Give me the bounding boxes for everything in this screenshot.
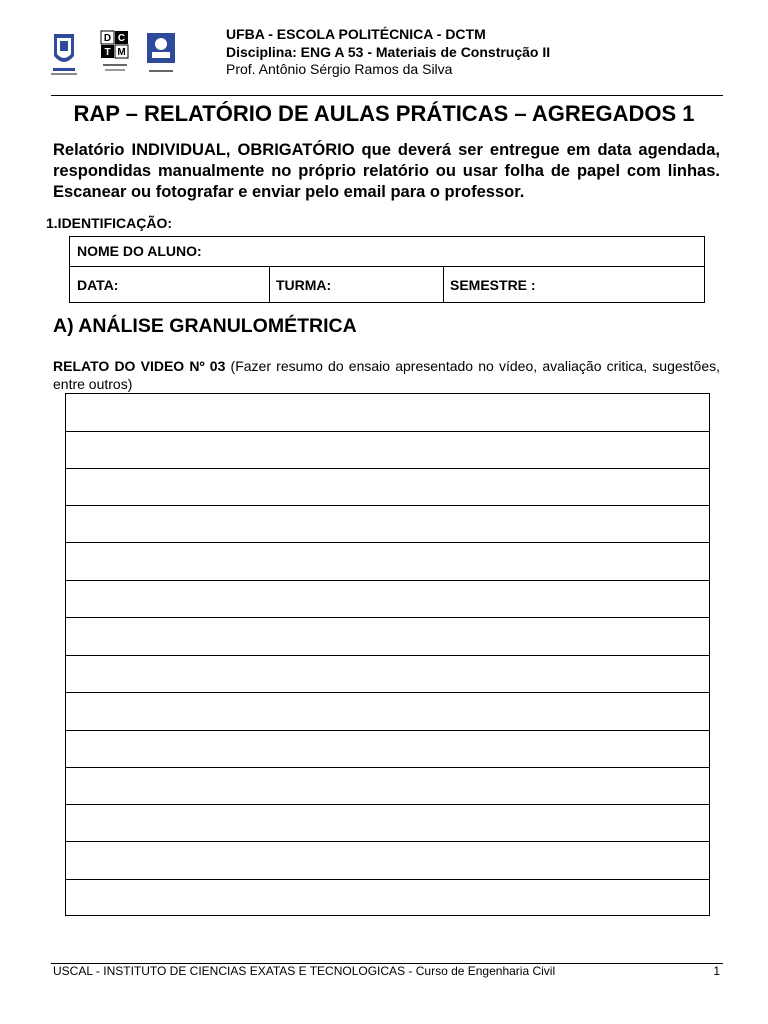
writing-line	[66, 468, 709, 469]
writing-line	[66, 542, 709, 543]
writing-line	[66, 804, 709, 805]
escola-politecnica-logo	[144, 30, 178, 78]
dctm-logo	[100, 30, 130, 78]
video-report-instruction	[53, 357, 720, 393]
date-label: DATA:	[77, 277, 119, 293]
table-column-divider	[269, 266, 270, 302]
student-name-label: NOME DO ALUNO:	[77, 243, 202, 259]
writing-line	[66, 879, 709, 880]
ufba-logo	[48, 30, 80, 78]
writing-line	[66, 505, 709, 506]
dctm-letter-m: M	[117, 47, 126, 58]
header-divider	[51, 95, 723, 96]
class-label: TURMA:	[276, 277, 332, 293]
identification-label: 1.IDENTIFICAÇÃO:	[46, 215, 172, 231]
writing-line	[66, 767, 709, 768]
dctm-letter-t: T	[104, 47, 111, 58]
writing-area	[65, 393, 710, 916]
section-heading: A) ANÁLISE GRANULOMÉTRICA	[53, 315, 357, 337]
footer-text: USCAL - INSTITUTO DE CIENCIAS EXATAS E TECNOLOGICAS - Curso de Engenharia Civil	[53, 964, 556, 978]
instructions-paragraph: Relatório INDIVIDUAL, OBRIGATÓRIO que deverá ser entregue em data agendada, respondidas manualmente no próprio relatório ou usar folha de papel com linhas. Escanear ou fotografar e enviar pelo email para o professor.	[53, 141, 720, 201]
writing-line	[66, 730, 709, 731]
dctm-letter-c: C	[117, 33, 126, 44]
writing-line	[66, 617, 709, 618]
header-logos	[48, 30, 188, 80]
writing-line	[66, 841, 709, 842]
discipline-line: Disciplina: ENG A 53 - Materiais de Construção II	[226, 43, 551, 60]
page-number: 1	[713, 964, 720, 978]
identification-table	[69, 236, 705, 303]
video-report-title: RELATO DO VIDEO Nº 03	[53, 358, 226, 374]
video-report-description: (Fazer resumo do ensaio apresentado no vídeo, avaliação critica, sugestões, entre outros)	[53, 358, 720, 392]
semester-label: SEMESTRE :	[450, 277, 536, 293]
table-row-divider	[70, 266, 704, 267]
writing-line	[66, 431, 709, 432]
professor-line: Prof. Antônio Sérgio Ramos da Silva	[226, 61, 453, 77]
document-header	[226, 26, 550, 79]
dctm-letter-d: D	[103, 33, 112, 44]
institution-line: UFBA - ESCOLA POLITÉCNICA - DCTM	[226, 26, 486, 42]
writing-line	[66, 580, 709, 581]
page-title: RAP – RELATÓRIO DE AULAS PRÁTICAS – AGREGADOS 1	[73, 101, 695, 126]
table-column-divider	[443, 266, 444, 302]
writing-line	[66, 692, 709, 693]
writing-line	[66, 655, 709, 656]
